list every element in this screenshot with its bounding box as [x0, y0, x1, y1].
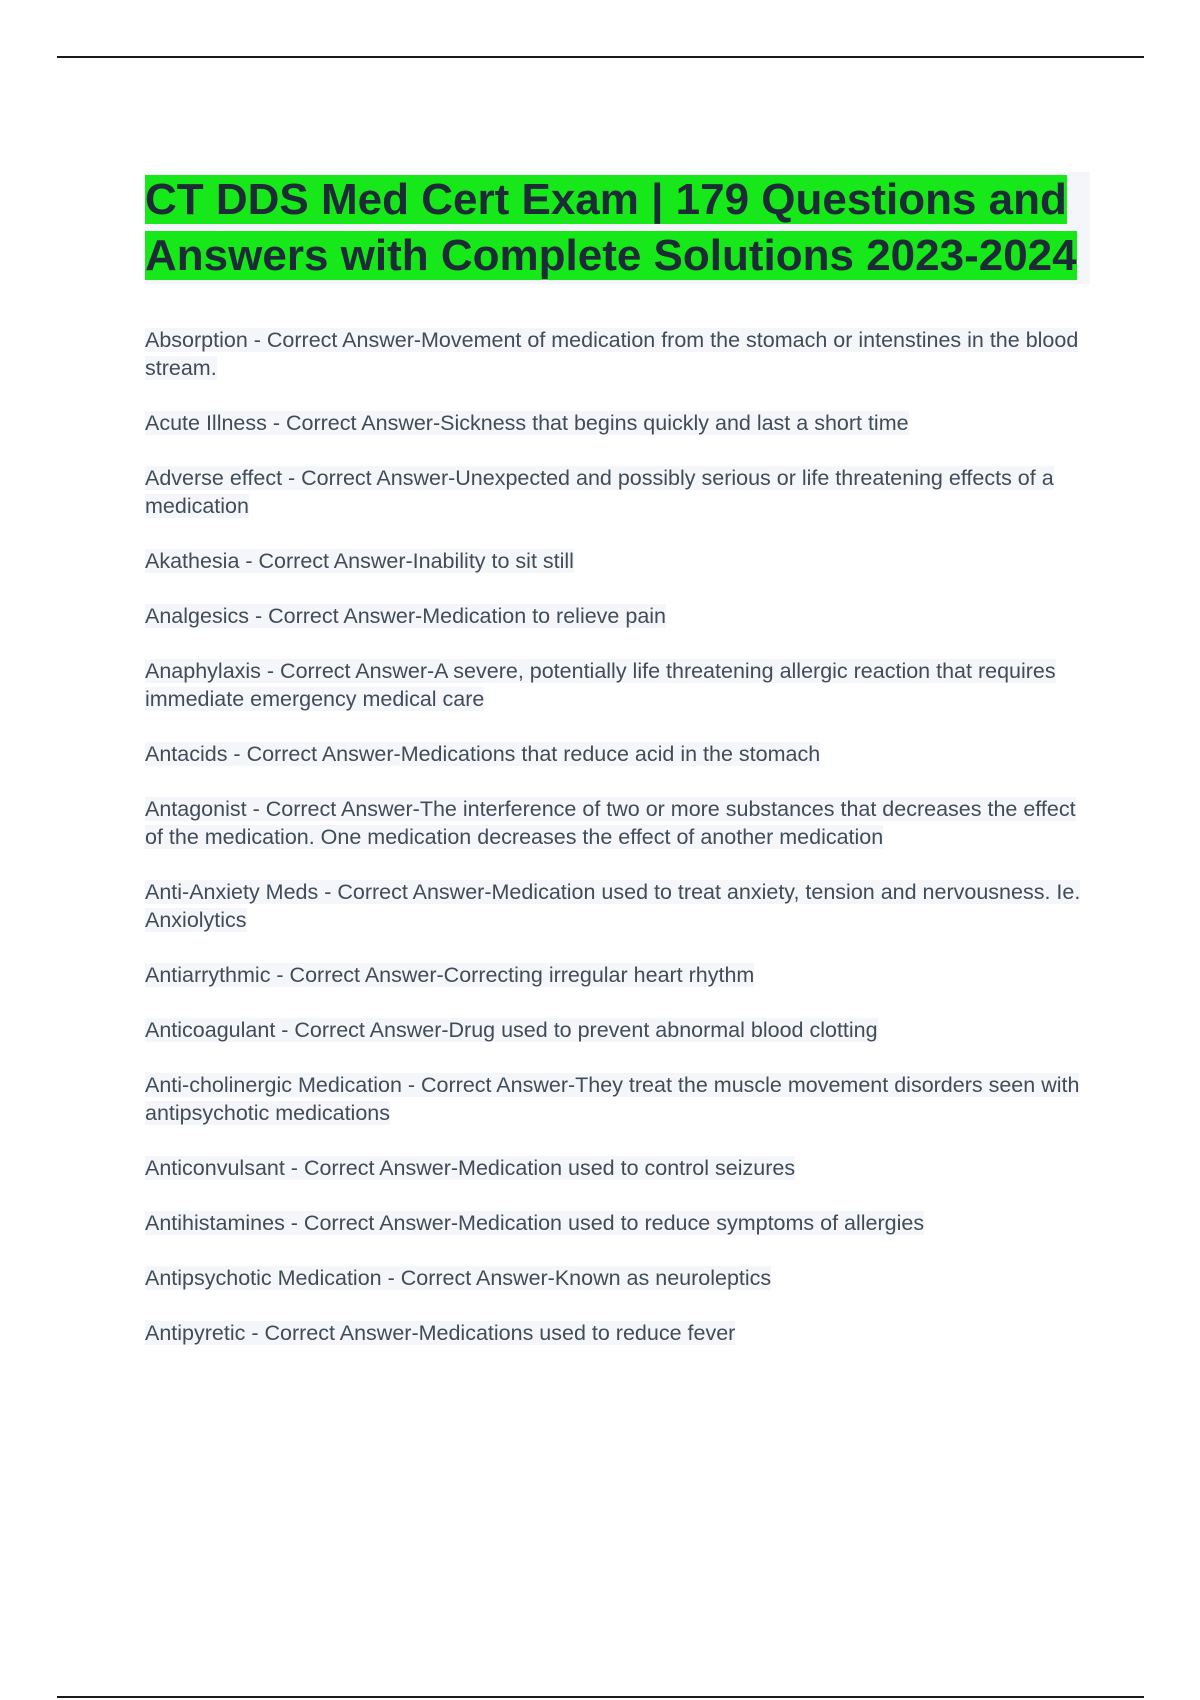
- title-highlight: CT DDS Med Cert Exam | 179 Questions and Answers with Complete Solutions 2023-2024: [145, 175, 1077, 280]
- list-item: Akathesia - Correct Answer-Inability to sit still: [145, 549, 574, 573]
- top-divider: [57, 56, 1144, 58]
- list-item: Antacids - Correct Answer-Medications that reduce acid in the stomach: [145, 742, 821, 766]
- list-item: Anti-cholinergic Medication - Correct Answer-They treat the muscle movement disorders seen with antipsychotic medications: [145, 1073, 1080, 1125]
- list-item: Antagonist - Correct Answer-The interference of two or more substances that decreases the effect of the medication. One medication decreases the effect of another medication: [145, 797, 1076, 849]
- list-item: Analgesics - Correct Answer-Medication to relieve pain: [145, 604, 667, 628]
- list-item: Antipyretic - Correct Answer-Medications used to reduce fever: [145, 1321, 736, 1345]
- bottom-divider: [57, 1696, 1144, 1698]
- document-body: [145, 172, 1090, 1374]
- list-item: Antipsychotic Medication - Correct Answer-Known as neuroleptics: [145, 1266, 772, 1290]
- list-item: Antiarrythmic - Correct Answer-Correcting irregular heart rhythm: [145, 963, 755, 987]
- list-item: Absorption - Correct Answer-Movement of medication from the stomach or intenstines in the blood stream.: [145, 328, 1079, 380]
- title-block: [145, 172, 1090, 284]
- list-item: Anaphylaxis - Correct Answer-A severe, potentially life threatening allergic reaction that requires immediate emergency medical care: [145, 659, 1056, 711]
- document-title: [145, 172, 1090, 284]
- list-item: Anticonvulsant - Correct Answer-Medication used to control seizures: [145, 1156, 796, 1180]
- list-item: Anti-Anxiety Meds - Correct Answer-Medication used to treat anxiety, tension and nervousness. Ie. Anxiolytics: [145, 880, 1081, 932]
- list-item: Adverse effect - Correct Answer-Unexpected and possibly serious or life threatening effects of a medication: [145, 466, 1054, 518]
- list-item: Antihistamines - Correct Answer-Medication used to reduce symptoms of allergies: [145, 1211, 925, 1235]
- list-item: Anticoagulant - Correct Answer-Drug used to prevent abnormal blood clotting: [145, 1018, 878, 1042]
- term-list: [145, 326, 1090, 1347]
- list-item: Acute Illness - Correct Answer-Sickness that begins quickly and last a short time: [145, 411, 909, 435]
